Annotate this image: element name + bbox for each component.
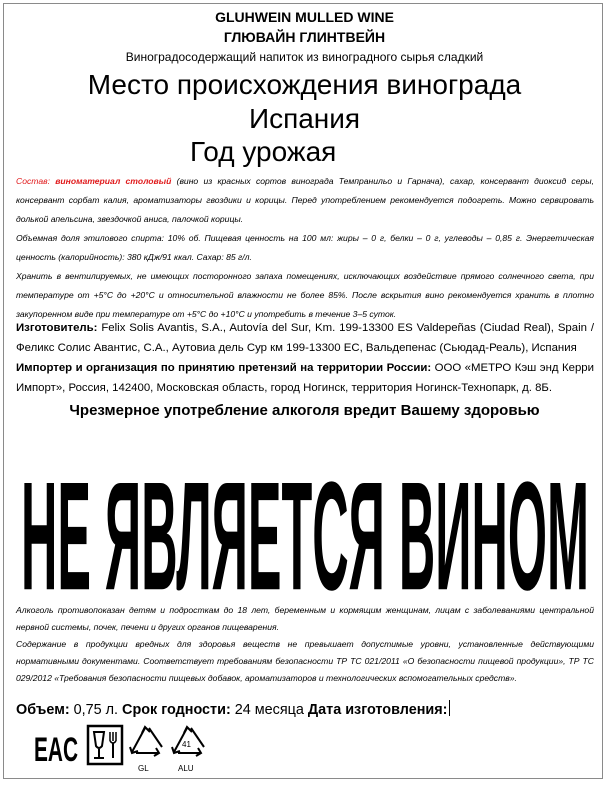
composition-block <box>16 172 594 324</box>
volume-value: 0,75 л. <box>73 702 119 718</box>
shelf-life-label: Срок годности: <box>122 702 231 718</box>
title-ru: ГЛЮВАЙН ГЛИНТВЕЙН <box>223 29 386 45</box>
harvest-year-heading: Год урожая <box>190 136 337 167</box>
health-warning: Чрезмерное употребление алкоголя вредит Вашему здоровью <box>69 402 540 419</box>
food-contact-icon <box>88 726 122 764</box>
shelf-life-value: 24 месяца <box>234 702 304 718</box>
product-subtitle: Виноградосодержащий напиток из виноградного сырья сладкий <box>125 50 484 64</box>
safety-text: Содержание в продукции вредных для здоровья веществ не превышает допустимые уровни, установленные действующими нормативными документами. Соответствует требованиям безопасности ТР ТС 021/2011 «О безопасности пищевой продукции», ТР ТС 029/2012 «Требования безопасности пищевых добавок, ароматизаторов и технологических вспомогательных средств». <box>16 639 594 683</box>
svg-text:EAC: EAC <box>34 731 78 769</box>
manufacturer-text: Felix Solis Avantis, S.A., Autovía del Sur, Km. 199-13300 ES Valdepeñas (Ciudad Real), Spain / Феликс Солис Авантис, С.А., Аутовиа дель Сур км 199-13300 ЕС, Вальдепенас (Сьюдад-Реаль), Испания <box>16 322 595 354</box>
recycle-glass-icon <box>130 727 162 773</box>
certification-icons <box>32 716 252 776</box>
manufacturer-label: Изготовитель: <box>16 322 98 334</box>
nutrition-text: Объемная доля этилового спирта: 10% об. Пищевая ценность на 100 мл: жиры – 0 г, белки – 0 г, углеводы – 0,85 г. Энергетическая ценность (калорийность): 380 кДж/91 ккал. Сахар: 85 г/л. <box>16 233 594 262</box>
text-cursor <box>449 700 450 716</box>
contraindications-text: Алкоголь противопоказан детям и подросткам до 18 лет, беременным и кормящим женщинам, лицам с заболеваниями центральной нервной системы, почек, печени и других органов пищеварения. <box>16 605 594 632</box>
composition-label: Состав: <box>16 176 50 186</box>
svg-text:GL: GL <box>138 764 149 773</box>
composition-text: (вино из красных сортов винограда Темпранильо и Гарнача), сахар, консервант диоксид серы, консервант сорбат калия, ароматизаторы гвоздики и корицы. Перед употреблением рекомендуется подогреть. Можно сервировать долькой апельсина, звездочкой аниса, палочкой корицы. <box>16 176 594 224</box>
title-en: GLUHWEIN MULLED WINE <box>215 9 394 25</box>
importer-text: ООО «МЕТРО Кэш энд Керри Импорт», Россия, 142400, Московская область, город Ногинск, территория Ногинск-Технопарк, д. 8Б. <box>16 362 594 394</box>
contraindications-block <box>16 602 594 687</box>
origin-heading: Место происхождения винограда <box>87 69 522 100</box>
importer-label: Импортер и организация по принятию претензий на территории России: <box>16 362 432 374</box>
composition-highlight: виноматериал столовый <box>55 176 172 186</box>
origin-country: Испания <box>248 103 361 134</box>
volume-label: Объем: <box>16 702 70 718</box>
importer-block <box>16 358 594 398</box>
not-wine-text: НЕ ЯВЛЯЕТСЯ ВИНОМ <box>21 449 590 602</box>
not-wine-banner <box>20 432 590 602</box>
svg-text:ALU: ALU <box>178 764 194 773</box>
recycle-alu-icon <box>172 727 204 773</box>
storage-text: Хранить в вентилируемых, не имеющих посторонного запаха помещениях, исключающих воздействие прямого солнечного света, при температуре от +5°С до +20°С и относительной влажности не более 85%. После вскрытия вино рекомендуется хранить в плотно закупоренном виде при температуре от +5°С до +10°С и употребить в течение 3–5 суток. <box>16 271 594 319</box>
eac-icon <box>34 731 78 769</box>
svg-text:41: 41 <box>182 740 191 749</box>
production-date-label: Дата изготовления: <box>307 702 448 718</box>
manufacturer-block <box>16 318 594 358</box>
